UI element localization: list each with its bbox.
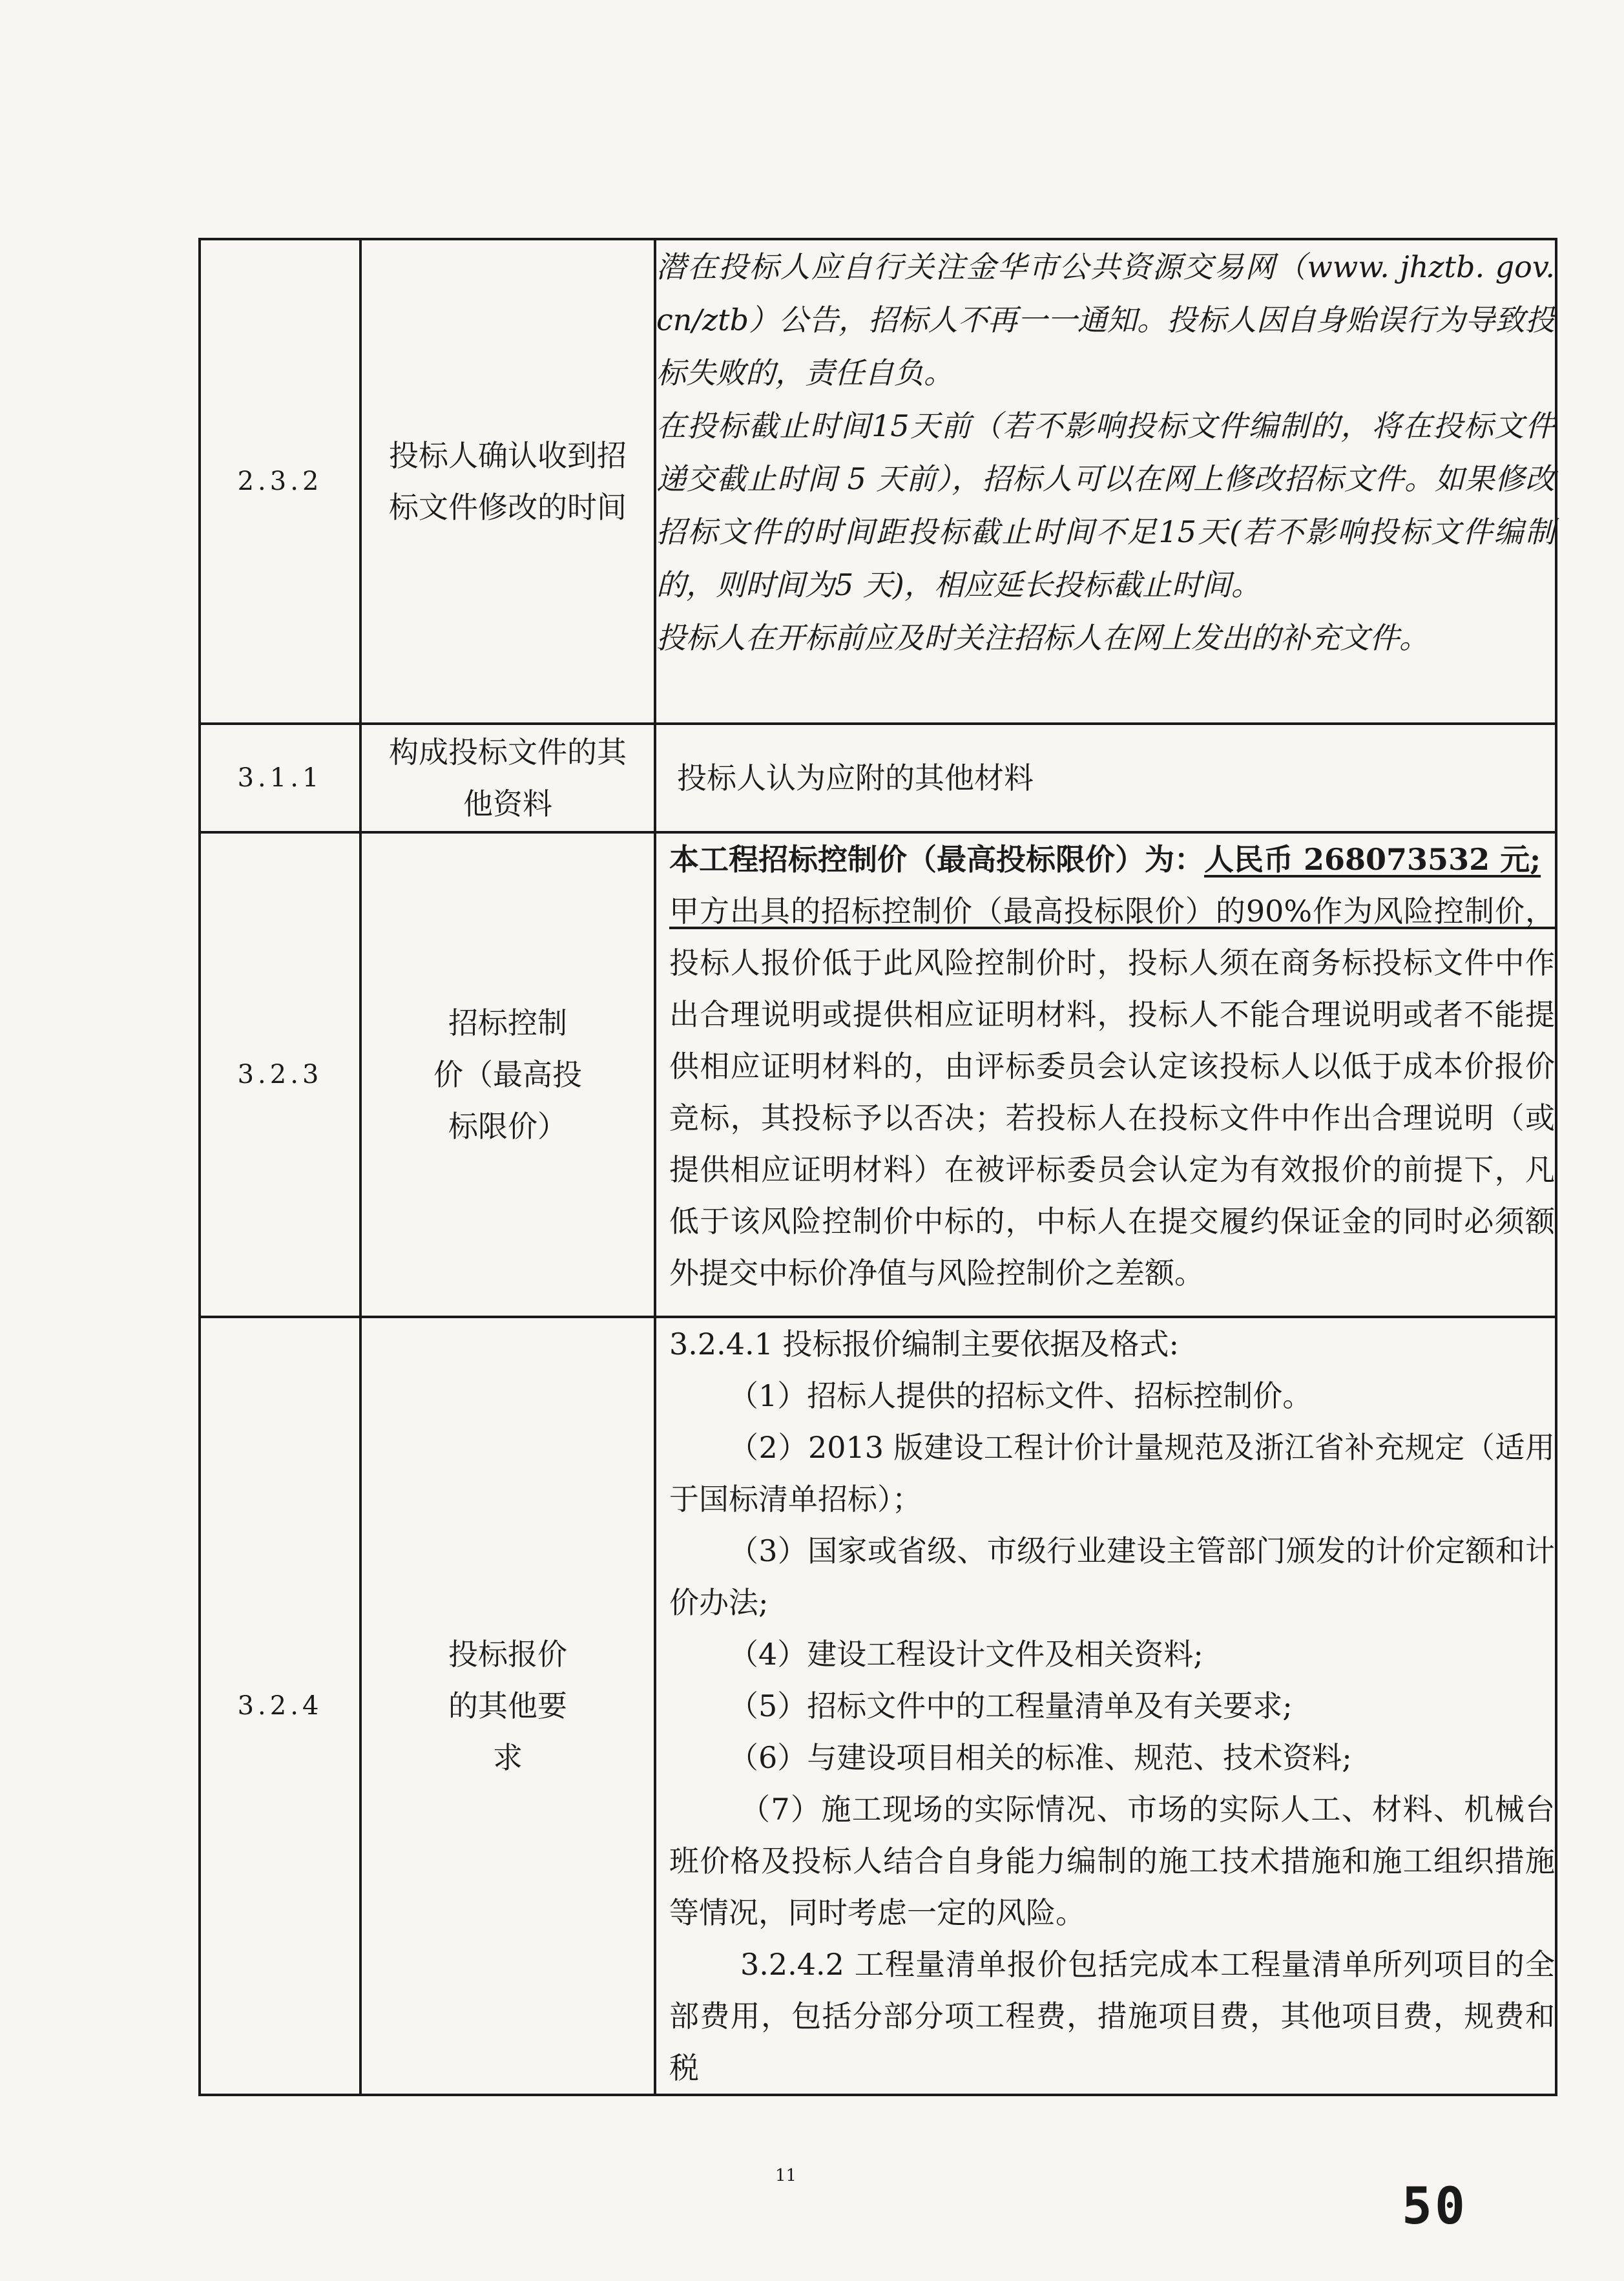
clause-content <box>655 1317 1556 2095</box>
stamp-page-number: 50 <box>1402 2178 1468 2236</box>
table-row-3-2-4 <box>200 1317 1556 2095</box>
risk-price-rest: 投标人报价低于此风险控制价时，投标人须在商务标投标文件中作出合理说明或提供相应证明材料，投标人不能合理说明或者不能提供相应证明材料的，由评标委员会认定该投标人以低于成本价报价竞标，其投标予以否决；若投标人在投标文件中作出合理说明（或提供相应证明材料）在被评标委员会认定为有效报价的前提下，凡低于该风险控制价中标的，中标人在提交履约保证金的同时必须额外提交中标价净值与风险控制价之差额。 <box>669 945 1555 1290</box>
content-paragraph: 在投标截止时间15天前（若不影响投标文件编制的，将在投标文件递交截止时间 5 天前），招标人可以在网上修改招标文件。如果修改招标文件的时间距投标截止时间不足15天(若不影响投标文件编制的，则时间为5 天)，相应延长投标截止时间。 <box>656 408 1555 602</box>
clause-number: 2.3.2 <box>200 239 360 724</box>
list-item: （5）招标文件中的工程量清单及有关要求; <box>729 1688 1293 1723</box>
content-paragraph: 投标人在开标前应及时关注招标人在网上发出的补充文件。 <box>656 620 1429 655</box>
risk-price-text: 甲方出具的招标控制价（最高投标限价）的90%作为风险控制价， <box>669 894 1555 929</box>
clause-number: 3.2.4 <box>200 1317 360 2095</box>
list-item: （2）2013 版建设工程计价计量规范及浙江省补充规定（适用于国标清单招标）； <box>669 1430 1555 1517</box>
list-item: （3）国家或省级、市级行业建设主管部门颁发的计价定额和计价办法; <box>669 1533 1555 1620</box>
clause-label: 投标报价 的其他要 求 <box>360 1317 655 2095</box>
control-price-amount: 人民币 268073532 元; <box>1204 842 1541 877</box>
table-row-3-2-3 <box>200 832 1556 1317</box>
table-row-3-1-1 <box>200 724 1556 832</box>
control-price-lead: 本工程招标控制价（最高投标限价）为： <box>669 842 1204 877</box>
list-item: （1）招标人提供的招标文件、招标控制价。 <box>729 1378 1313 1413</box>
clause-label: 构成投标文件的其 他资料 <box>360 724 655 832</box>
clause-content <box>655 832 1556 1317</box>
list-item: 3.2.4.2 工程量清单报价包括完成本工程量清单所列项目的全部费用，包括分部分项工程费，措施项目费，其他项目费，规费和税 <box>669 1947 1555 2085</box>
clause-content <box>655 239 1556 724</box>
content-paragraph: 潜在投标人应自行关注金华市公共资源交易网（www. jhztb. gov. cn/ztb）公告，招标人不再一一通知。投标人因自身贻误行为导致投标失败的，责任自负。 <box>656 249 1555 390</box>
clause-number: 3.1.1 <box>200 724 360 832</box>
list-item: （6）与建设项目相关的标准、规范、技术资料; <box>729 1740 1352 1775</box>
clause-content: 投标人认为应附的其他材料 <box>655 724 1556 832</box>
clause-label: 投标人确认收到招 标文件修改的时间 <box>360 239 655 724</box>
list-item: （4）建设工程设计文件及相关资料; <box>729 1637 1203 1672</box>
list-item: 3.2.4.1 投标报价编制主要依据及格式: <box>669 1327 1180 1361</box>
bid-info-table <box>198 238 1557 2096</box>
clause-number: 3.2.3 <box>200 832 360 1317</box>
clause-label: 招标控制 价（最高投 标限价） <box>360 832 655 1317</box>
list-item: （7）施工现场的实际情况、市场的实际人工、材料、机械台班价格及投标人结合自身能力编制的施工技术措施和施工组织措施等情况，同时考虑一定的风险。 <box>669 1792 1555 1930</box>
table-row-2-3-2 <box>200 239 1556 724</box>
page-number: 11 <box>775 2166 797 2185</box>
